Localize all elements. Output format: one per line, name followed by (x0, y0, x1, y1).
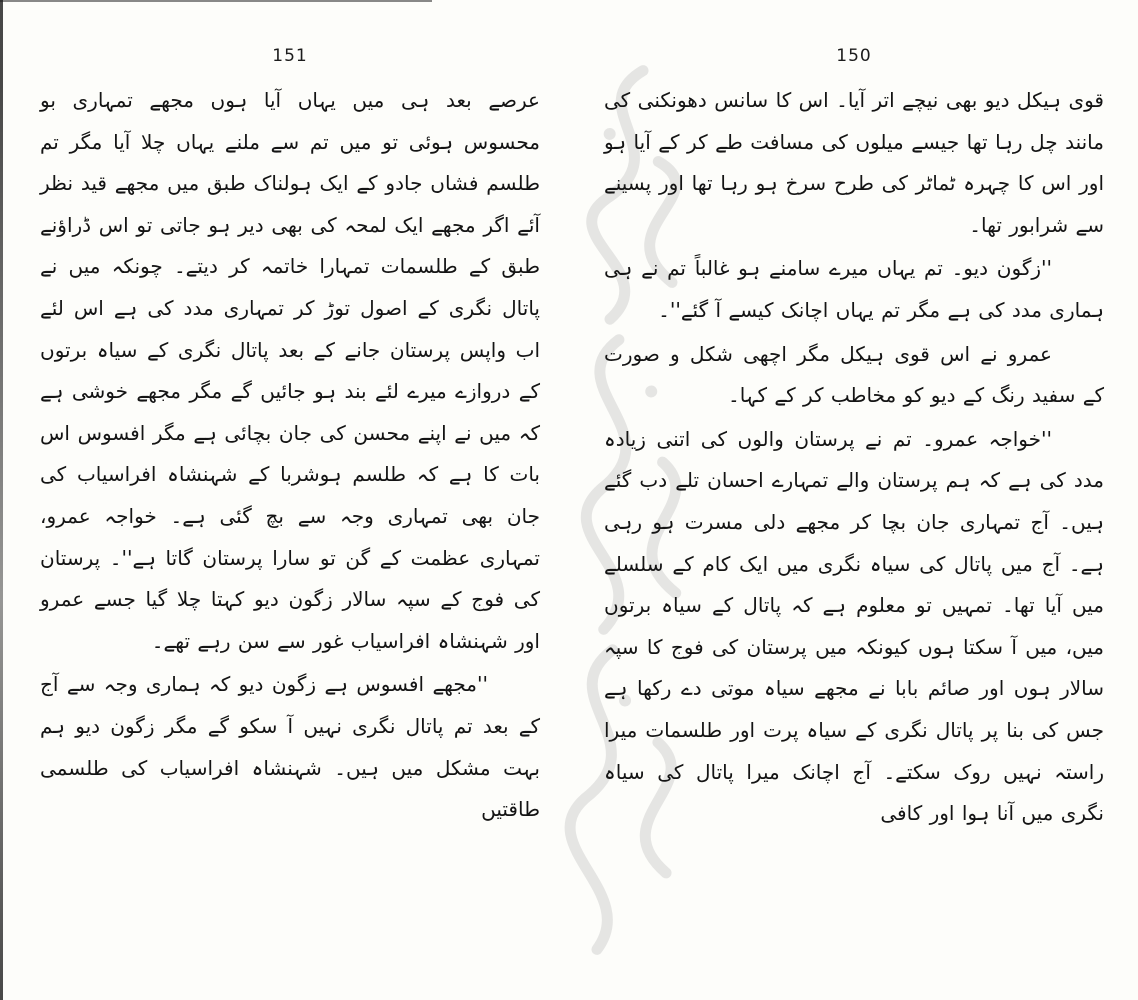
page-number-left: 151 (272, 46, 308, 66)
paragraph: ''خواجہ عمرو۔ تم نے پرستان والوں کی اتنی زیادہ مدد کی ہے کہ ہم پرستان والے تمہارے احسان تلے دب گئے ہیں۔ آج تمہاری جان بچا کر مجھے دلی مسرت ہو رہی ہے۔ آج میں پاتال کی سیاہ نگری میں ایک کام کے سلسلے میں آیا تھا۔ تمہیں تو معلوم ہے کہ پاتال کے سیاہ برتوں میں، میں آ سکتا ہوں کیونکہ میں پرستان کی فوج کا سپہ سالار ہوں اور صائم بابا نے مجھے سیاہ موتی دے رکھا ہے جس کی بنا پر پاتال نگری کے سیاہ پرت اور طلسمات میرا راستہ نہیں روک سکتے۔ آج اچانک میرا پاتال کی سیاہ نگری میں آنا ہوا اور کافی (604, 426, 1104, 826)
page-left-text (40, 80, 540, 831)
scan-edge-top (0, 0, 432, 2)
page-right-text (604, 80, 1104, 835)
paragraph: عرصے بعد ہی میں یہاں آیا ہوں مجھے تمہاری بو محسوس ہوئی تو میں تم سے ملنے یہاں چلا آیا مگر تم طلسم فشاں جادو کے ایک ہولناک طبق میں مجھے قید نظر آئے اگر مجھے ایک لمحہ کی بھی دیر ہو جاتی تو اس ڈراؤنے طبق کے طلسمات تمہارا خاتمہ کر دیتے۔ چونکہ میں نے پاتال نگری کے اصول توڑ کر تمہاری مدد کی ہے اس لئے اب واپس پرستان جانے کے بعد پاتال نگری کے سیاہ برتوں کے دروازے میرے لئے بند ہو جائیں گے مگر مجھے خوشی ہے کہ میں نے اپنے محسن کی جان بچائی ہے مگر افسوس اس بات کا ہے کہ طلسم ہوشربا کے شہنشاہ افراسیاب کی جان بھی تمہاری وجہ سے بچ گئی ہے۔ خواجہ عمرو، تمہاری عظمت کے گن تو سارا پرستان گاتا ہے''۔ پرستان کی فوج کے سپہ سالار زگون دیو کہتا چلا گیا جسے عمرو اور شہنشاہ افراسیاب غور سے سن رہے تھے۔ (40, 88, 541, 653)
page-number-right: 150 (836, 46, 872, 66)
page-left-151 (40, 28, 540, 980)
paragraph: ''زگون دیو۔ تم یہاں میرے سامنے ہو غالباً تم نے ہی ہماری مدد کی ہے مگر تم یہاں اچانک کیسے آ گئے''۔ (604, 256, 1104, 322)
scan-edge-left (0, 0, 3, 1000)
page-right-150 (604, 28, 1104, 980)
paragraph: قوی ہیکل دیو بھی نیچے اتر آیا۔ اس کا سانس دھونکنی کی مانند چل رہا تھا جیسے میلوں کی مسافت طے کر کے آیا ہو اور اس کا چہرہ ٹماٹر کی طرح سرخ ہو رہا تھا اور پسینے سے شرابور تھا۔ (604, 88, 1104, 237)
paragraph: ''مجھے افسوس ہے زگون دیو کہ ہماری وجہ سے آج کے بعد تم پاتال نگری نہیں آ سکو گے مگر زگون دیو ہم بہت مشکل میں ہیں۔ شہنشاہ افراسیاب کی طلسمی طاقتیں (40, 672, 540, 822)
paragraph: عمرو نے اس قوی ہیکل مگر اچھی شکل و صورت کے سفید رنگ کے دیو کو مخاطب کر کے کہا۔ (604, 341, 1104, 408)
